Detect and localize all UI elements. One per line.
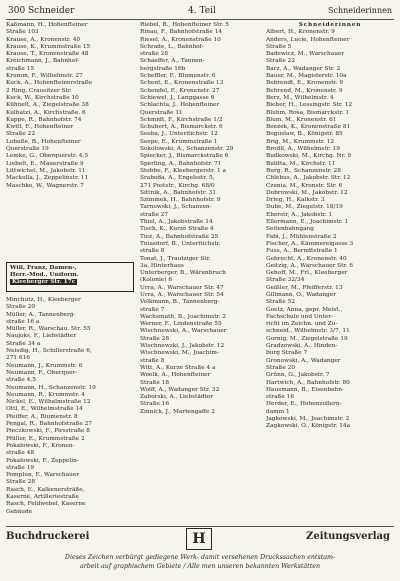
directory-entry: (Kolonie) 6	[140, 277, 173, 284]
ad-line-3: Kleeberger Str. 17c	[12, 279, 76, 285]
directory-entry: Pfüller, E., Krummstraße 2	[6, 435, 85, 442]
directory-entry: Neumann, R., Krummstr. 4	[6, 391, 85, 398]
directory-entry: Pfeiffer, A., Blumenstr. 8	[6, 413, 78, 420]
advertisement-box	[6, 262, 134, 292]
directory-entry: straße 28	[140, 51, 169, 58]
directory-entry: Albert, H., Kronenstr. 9	[266, 29, 335, 36]
directory-entry: Fachschule und Unter-	[266, 313, 334, 320]
directory-entry: Behrend, M., Kronenstr. 9	[266, 87, 343, 94]
directory-entry: Rasch, E., Kalkenersträße,	[6, 486, 85, 493]
directory-entry: Mackolla, J., Zeppelinstr. 11	[6, 175, 89, 182]
directory-entry: Neumann, J., Krummstr. 6	[6, 362, 83, 369]
directory-entry: Spiecker, J., Bismarckstraße 6	[140, 153, 229, 160]
directory-entry: 2 Ring, Crausitzer Str.	[6, 87, 72, 94]
directory-entry: straße 19	[6, 464, 35, 471]
directory-entry: Hausmann, B., Eisenbahn-	[266, 386, 344, 393]
column-1-top	[6, 22, 138, 190]
directory-entry: Wischnewski, M., Joachim-	[140, 350, 219, 357]
directory-entry: Fabi, J., Mühlenstraße 2	[266, 233, 337, 240]
directory-entry: Seepe, E., Krummstraße 1	[140, 138, 218, 145]
directory-entry: straße 16 a	[6, 318, 40, 325]
directory-entry: Straße 28	[140, 335, 170, 342]
directory-entry: Grünn, G., Jakobstr. 7	[266, 372, 330, 379]
page-number: 300	[8, 6, 26, 16]
directory-entry: Straße 20	[266, 364, 296, 371]
directory-entry: Straße 34 a	[6, 340, 41, 347]
footer-text-line-2: arbeit auf graphischem Gebiete / Alle men unseren bekannten Werkstätten	[79, 563, 321, 570]
directory-entry: Brig, M., Krummstr. 12	[266, 138, 335, 145]
directory-entry: Wachsmuth, B., Joachimstr. 2	[140, 313, 227, 320]
directory-entry: Burg, R., Schanzenstr. 28	[266, 167, 341, 174]
directory-entry: Pomplun, F., Warschauer	[6, 472, 80, 479]
directory-entry: Gillmann, O., Wadanger	[266, 291, 336, 298]
directory-entry: straße 4,5	[6, 377, 36, 384]
directory-entry: Sokolowski, A., Schanzenstr. 29	[140, 146, 234, 153]
directory-entry: Müller, R., Warschau. Str. 55	[6, 326, 91, 333]
directory-entry: straße 7	[140, 306, 165, 313]
directory-entry: Krumm, F., Wilhelmstr. 27	[6, 73, 83, 80]
directory-entry: Schent, E., Kronenstraße 13	[140, 80, 224, 87]
directory-entry: Schubert, A., Bismarckstr. 6	[140, 124, 223, 131]
directory-entry: Volkmann, B., Tannenberg-	[140, 299, 220, 306]
directory-entry: Kuck, A., Hohenfteinerstraße	[6, 80, 93, 87]
center-running-head: 4. Teil	[188, 6, 216, 16]
directory-entry: straße 27	[140, 211, 169, 218]
directory-entry: Liebelt, E., Mauerstraße 9	[6, 160, 84, 167]
directory-entry: Kuppe, R., Bahnhofstr. 74	[6, 116, 82, 123]
directory-entry: Straße 32/34	[266, 277, 305, 284]
column-2	[140, 22, 264, 416]
directory-entry: Budkowski, M., Kirchg. Nr. 9	[266, 153, 352, 160]
directory-entry: Maschke, W., Wagnerstr. 7	[6, 182, 84, 189]
directory-entry: Geißler, M., Pfeifferstr. 13	[266, 284, 343, 291]
directory-entry: Kuck, W., Kirchstraße 10	[6, 94, 79, 101]
directory-entry: Straße 28	[6, 479, 36, 486]
directory-entry: Lemke, G., Oberquerstr. 4,5	[6, 153, 89, 160]
directory-entry: Minchutz, H., Kleeberger	[6, 297, 81, 303]
directory-entry: damm 1	[266, 408, 290, 415]
directory-entry: Schaeffer, A., Tannen-	[140, 58, 205, 65]
directory-entry: Schiewel, J., Langgasse 6	[140, 94, 215, 101]
directory-entry: Blum, M., Kronenstr. 61	[266, 116, 337, 123]
directory-entry: Querstraße 19	[6, 146, 49, 153]
directory-entry: Straße 16	[140, 401, 170, 408]
directory-entry: Krause, A., Kronenstr. 40	[6, 36, 81, 43]
directory-entry: Barz, A., Wadanger Str. 2	[266, 65, 341, 72]
right-running-head: Schneiderinnen	[328, 6, 392, 15]
directory-entry: Pengal, R., Bahnhofstraße 27	[6, 421, 93, 428]
directory-entry: Kreichmann, J., Bahnhof-	[6, 58, 80, 65]
directory-entry: Riebel, B., Hohenfteiner Str. 5	[140, 22, 229, 28]
directory-entry: Dube, M., Ziegelstr. 18/19	[266, 204, 343, 211]
directory-entry: Berz, M., Wilhelmstr. 4	[266, 94, 334, 101]
directory-entry: Wolff, A., Wadanger Str. 32	[140, 386, 220, 393]
directory-entry: Gradzowski, A., Hinden-	[266, 343, 338, 350]
footer-text-line-1: Dieses Zeichen verbürgt gediegene Werk- damit versehenen Druckssachen entstam-	[64, 554, 336, 561]
directory-entry: Czenia, M., Kronstr. Str. 6	[266, 182, 343, 189]
directory-entry: Straße 22	[266, 58, 296, 65]
directory-entry: Straße 20	[6, 304, 36, 311]
directory-entry: Tisch, K., Kurze Straße 4	[140, 226, 214, 233]
directory-entry: Goetz, Anna, gepr. Meist.,	[266, 306, 343, 313]
directory-entry: Straße 5	[266, 43, 292, 50]
directory-entry: Badewicz, M., Warschauer	[266, 51, 345, 58]
directory-entry: Anders, Lucie, Hohenfteiner	[266, 36, 350, 43]
directory-entry: Gronowski, A., Wadanger	[266, 357, 341, 364]
directory-entry: Seeba, J., Unteritichstr. 12	[140, 131, 218, 138]
directory-entry: Naujoks, F., Liebstädter	[6, 333, 77, 340]
directory-entry: straße 8	[140, 248, 165, 255]
directory-entry: straße 8	[140, 357, 165, 364]
directory-entry: Bebrendt, E., Kronenstr. 9	[266, 80, 344, 87]
directory-entry: 3a, Hinterhaus	[140, 262, 184, 269]
directory-entry: Ellermann, E., Joachimstr. 1	[266, 219, 349, 226]
directory-entry: Neisdig, H., Schillerstraße 6,	[6, 348, 92, 355]
directory-entry: Hartwich, A., Bahnhofstr. 80	[266, 379, 350, 386]
directory-entry: Gehoff, M., Frl., Kleeberger	[266, 270, 348, 277]
directory-entry: Unterberger, B., Wärenbruch	[140, 270, 226, 277]
directory-entry: richt im Zeichn. und Zu-	[266, 321, 338, 328]
directory-entry: Pieczkowski, F., Pirsstraße 8	[6, 428, 90, 435]
directory-entry: Witt, A., Kurze Straße 4 a	[140, 364, 216, 371]
directory-entry: Krause, T., Kronenstraße 48	[6, 51, 89, 58]
directory-entry: Tiez, A., Bahnhofstraße 25	[140, 233, 219, 240]
directory-entry: straße 15	[6, 65, 35, 72]
directory-entry: Littwichst, M., Jakobstr. 11	[6, 167, 86, 174]
left-running-head: Schneider	[28, 6, 75, 16]
directory-entry: Stobbe, F., Kleebergerstr. 1 a	[140, 167, 226, 174]
directory-entry: schneid., Wilhelmstr. 3/7, 11	[266, 328, 350, 335]
column-1-bottom	[6, 297, 138, 516]
directory-entry: Bluhm, Rosa, Bismarckstr. 1	[266, 109, 350, 116]
directory-entry: Fuss, A., Berndtstraße 1	[266, 248, 338, 255]
directory-entry: Tonat, J., Trautziger Str.	[140, 255, 211, 262]
directory-entry: Bauer, M., Magisterstr. 10a	[266, 73, 347, 80]
directory-entry: Wischnewski, J., Jakobstr. 12	[140, 343, 225, 350]
directory-entry: Sraboda, A., Engelsstr. 5,	[140, 175, 215, 182]
directory-entry: Zaborski, A., Liebstädter	[140, 394, 214, 401]
directory-entry: Kaßmann, H., Hohenfteiner	[6, 22, 88, 28]
header-rule	[6, 19, 394, 20]
directory-entry: Eberstr, A., Jakobstr. 1	[266, 211, 333, 218]
directory-entry: Neumann, H., Schanzenstr. 19	[6, 384, 96, 391]
column-3-entries	[266, 29, 394, 430]
directory-entry: Ottl, E., Wilhelmstraße 14	[6, 406, 83, 413]
footer-right-label: Zeitungsverlag	[306, 531, 390, 542]
printer-logo: H	[186, 528, 212, 550]
directory-entry: Herder, E., Hohenzollern-	[266, 401, 342, 408]
directory-entry: Dobrowski, M., Jakobstr. 12	[266, 189, 348, 196]
directory-entry: Brodil, A., Wilhelmstr. 19	[266, 146, 340, 153]
directory-entry: 271 Poststr., Kirchg. 68/0	[140, 182, 215, 189]
directory-entry: Neumann, F., Oberquer-	[6, 369, 78, 376]
directory-entry: Kühnelt, A., Ziegelstraße 38	[6, 102, 89, 109]
footer-advert	[6, 528, 394, 578]
directory-entry: Wischnewski, A., Warschauer	[140, 328, 227, 335]
directory-entry: Lobuße, B., Hohenfteiner	[6, 138, 81, 145]
directory-entry: Scheffler, F., Blumenstr. 6	[140, 73, 216, 80]
directory-entry: Urra, A., Warschauer Str. 47	[140, 284, 224, 291]
directory-entry: Geitzig, A., Warschauer Str. 6	[266, 262, 353, 269]
directory-entry: Sittnik, A., Bahnhofstr. 31	[140, 189, 217, 196]
directory-entry: Chlebus, A., Jakobstr. Str. 12	[266, 175, 351, 182]
directory-entry: Gebrecht, A., Kronenstr. 40	[266, 255, 347, 262]
directory-entry: Boezek, K., Kronenstraße 81	[266, 124, 351, 131]
directory-entry: Boguslaw, B., Königstr. 85	[266, 131, 343, 138]
ad-line-2: Herr.-Mod., Uniform.	[10, 272, 79, 278]
ad-line-1: Will, Franz, Damen-,	[10, 265, 77, 271]
directory-entry: Tniasdorf, B., Unteritichstr.	[140, 240, 221, 247]
footer-rule	[6, 526, 394, 527]
directory-entry: Pokalowski, F., Kronen-	[6, 442, 75, 449]
directory-entry: Straße 18	[140, 379, 170, 386]
directory-entry: straße 48	[6, 450, 35, 457]
directory-entry: Jagkowski, M., Joachimstr. 2	[266, 416, 350, 423]
directory-entry: Nickel, E., Wilhelmstraße 12	[6, 399, 91, 406]
directory-entry: Zagkowski, O., Königstr. 14a	[266, 423, 351, 430]
directory-entry: Schmidt, F., Kirchstraße 1/2	[140, 116, 223, 123]
column-3	[266, 22, 394, 431]
directory-entry: Kaserne, Artilleriestraße	[6, 494, 79, 501]
directory-entry: Krause, K., Krummstraße 15	[6, 43, 91, 50]
directory-entry: Schlachta, J., Hohenfteiner	[140, 102, 220, 109]
footer-left-label: Buchdruckerei	[6, 531, 90, 542]
directory-entry: Straße 103	[6, 29, 39, 36]
directory-entry: Drieg, H., Kalkstr. 3	[266, 197, 325, 204]
directory-entry: Querstraße 11	[140, 109, 183, 116]
directory-entry: Woelk, A., Hohenfteiner	[140, 372, 211, 379]
directory-entry: Rasch, Feldwebel, Kaserne	[6, 501, 86, 508]
directory-entry: Schendel, F., Kronenstr. 27	[140, 87, 220, 94]
section-title: Schneiderinnen	[298, 22, 362, 28]
directory-entry: Seitenbahngang	[266, 226, 314, 233]
directory-entry: Werner, F., Lindenstraße 55	[140, 321, 222, 328]
page-header	[8, 4, 392, 18]
directory-entry: Bieber, H., Lessingstr. Str. 12	[266, 102, 353, 109]
directory-entry: Bulitta, M., Kirchstr. 11	[266, 160, 336, 167]
directory-entry: Müller, A., Tannenberg-	[6, 311, 76, 318]
directory-entry: Pokalowski, F., Zeppelin-	[6, 457, 79, 464]
directory-entry: Fischer, A., Kämmereigasse 3	[266, 240, 354, 247]
directory-entry: bergstraße 16b	[140, 65, 186, 72]
directory-entry: 271 616	[6, 355, 30, 362]
directory-entry: Gornig, M., Ziegelstraße 19	[266, 335, 348, 342]
directory-entry: Gebäude	[6, 508, 33, 515]
directory-entry: Kulbatzi, A., Kirchstraße. 6	[6, 109, 86, 116]
directory-entry: Zinnick, J., Martengaffe 2	[140, 408, 215, 415]
directory-entry: straße 16	[266, 394, 295, 401]
directory-entry: Thiel, A., Jakobstraße 14	[140, 219, 213, 226]
directory-entry: Riesel, A., Kronenstraße 10	[140, 36, 221, 43]
directory-entry: Straße 52	[266, 299, 296, 306]
directory-entry: burg Straße 7	[266, 350, 308, 357]
directory-entry: Sperling, A., Bahnhofstr. 71	[140, 160, 222, 167]
directory-entry: Schrade, L., Bahnhof-	[140, 43, 204, 50]
directory-entry: Kwitt, F., Hohenfteiner	[6, 124, 74, 131]
directory-entry: Tarnowski, J., Schanzen-	[140, 204, 212, 211]
directory-entry: Szimmek, H., Bahnhofstr. 9	[140, 197, 221, 204]
directory-entry: Straße 22	[6, 131, 36, 138]
directory-entry: Urra, A., Warschauer Str. 54	[140, 291, 224, 298]
directory-entry: Rinau, F., Bahnhofstraße 14	[140, 29, 223, 36]
